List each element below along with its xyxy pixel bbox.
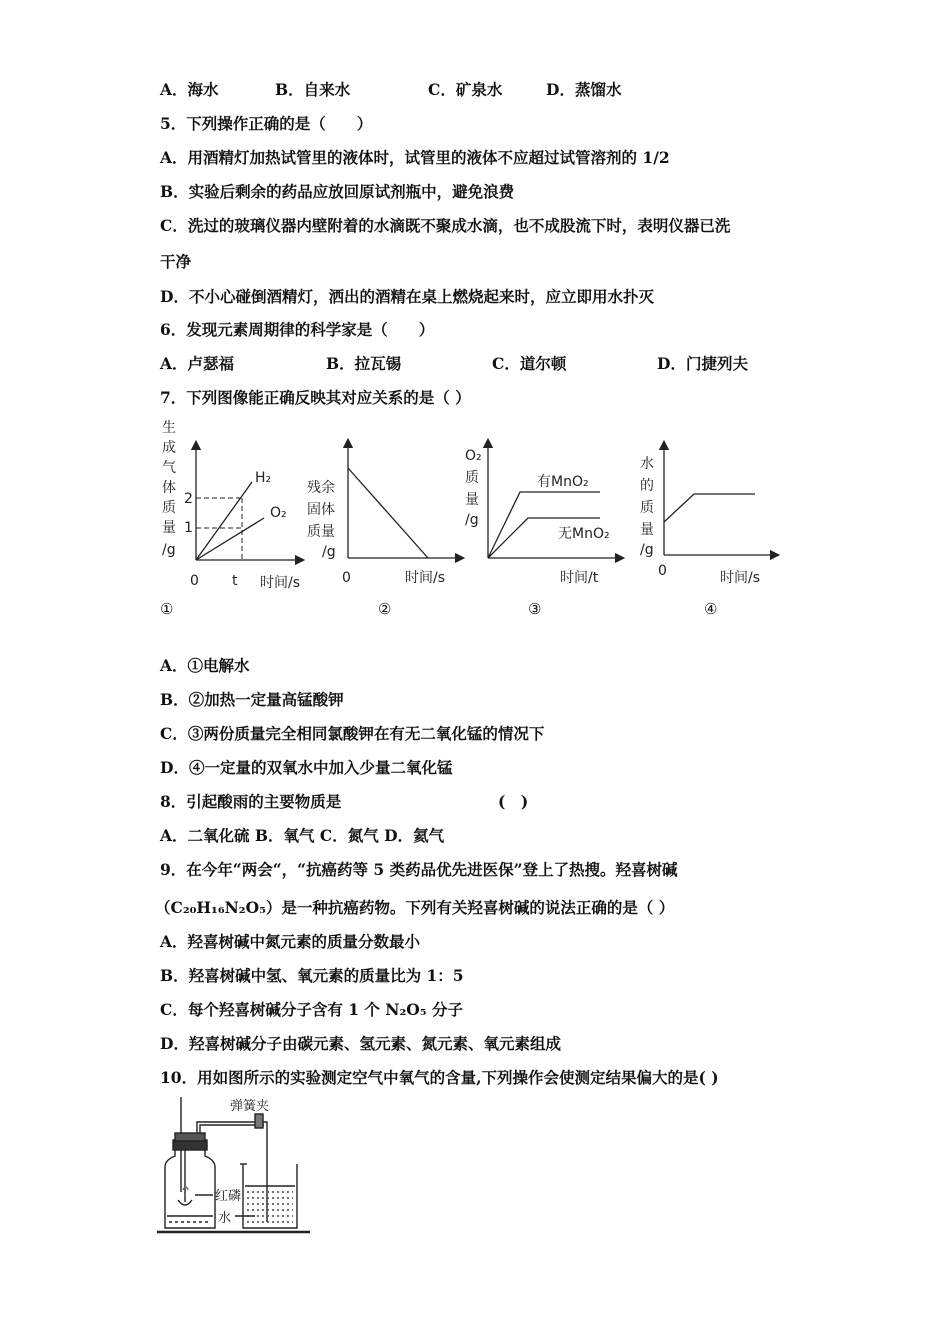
graph2-ylabel-2: 质量 — [307, 524, 335, 540]
graph3-ylabel-2: 量 — [465, 492, 479, 508]
q9-option-d: D．羟喜树碱分子由碳元素、氢元素、氮元素、氧元素组成 — [160, 1034, 561, 1053]
q7-graphs — [0, 410, 950, 620]
graph1-caption: ① — [160, 600, 174, 618]
graph1-tick-1: 1 — [184, 520, 193, 536]
q6-option-b: B．拉瓦锡 — [326, 354, 402, 373]
graph3-xlabel: 时间/t — [560, 570, 599, 586]
graph2-origin: 0 — [342, 570, 351, 586]
graph2-xlabel: 时间/s — [405, 570, 446, 586]
graph1-tick-2: 2 — [184, 491, 193, 507]
q9-option-b: B．羟喜树碱中氢、氧元素的质量比为 1：5 — [160, 966, 464, 985]
q9-stem-2-text: 是一种抗癌药物。下列有关羟喜树碱的说法正确的是（ ） — [281, 898, 675, 917]
graph1-label-o2: O₂ — [270, 505, 287, 521]
graph2-ylabel-0: 残余 — [307, 480, 335, 496]
q10-label-clip: 弹簧夹 — [230, 1099, 270, 1114]
q10-label-water: 水 — [218, 1211, 232, 1226]
graph3-label-without: 无MnO₂ — [558, 526, 610, 542]
graph2-ylabel-3: /g — [322, 544, 336, 560]
q9-formula: （C₂₀H₁₆N₂O₅） — [155, 898, 282, 917]
graph1-ylabel-6: /g — [162, 542, 176, 558]
q8-stem: 8．引起酸雨的主要物质是 — [160, 792, 342, 811]
q9-stem-2 — [155, 896, 674, 918]
q5-option-a: A．用酒精灯加热试管里的液体时，试管里的液体不应超过试管溶剂的 1/2 — [160, 148, 670, 167]
q4-option-b: B．自来水 — [275, 80, 351, 99]
q7-stem: 7．下列图像能正确反映其对应关系的是（ ） — [160, 388, 471, 407]
graph1-ylabel-4: 质 — [162, 500, 176, 516]
graph4-ylabel-3: 量 — [640, 522, 654, 538]
graph1-ylabel-5: 量 — [162, 520, 176, 536]
graph1-tick-t: t — [232, 573, 238, 589]
q4-option-d: D．蒸馏水 — [546, 80, 622, 99]
q7-option-d: D．④一定量的双氧水中加入少量二氧化锰 — [160, 758, 453, 777]
q7-option-c: C．③两份质量完全相同氯酸钾在有无二氧化锰的情况下 — [160, 724, 545, 743]
graph3-ylabel-3: /g — [465, 512, 479, 528]
graph4-origin: 0 — [658, 563, 667, 579]
q10-label-phosphorus: 红磷 — [215, 1189, 242, 1204]
q4-option-a: A．海水 — [160, 80, 219, 99]
graph1-ylabel-2: 气 — [162, 460, 176, 476]
q6-option-d: D．门捷列夫 — [657, 354, 748, 373]
graph1-ylabel-0: 生 — [162, 420, 176, 436]
graph4-ylabel-2: 质 — [640, 500, 654, 516]
graph4-xlabel: 时间/s — [720, 570, 761, 586]
graph1-label-h2: H₂ — [255, 470, 272, 486]
q10-stem: 10．用如图所示的实验测定空气中氧气的含量,下列操作会使测定结果偏大的是( ) — [160, 1068, 719, 1087]
graph3-ylabel-1: 质 — [465, 470, 479, 486]
q9-option-a: A．羟喜树碱中氮元素的质量分数最小 — [160, 932, 421, 951]
graph1-ylabel-3: 体 — [162, 480, 176, 496]
graph3-caption: ③ — [528, 600, 542, 618]
graph1-origin: 0 — [190, 573, 199, 589]
q6-option-c: C．道尔顿 — [492, 354, 567, 373]
graph2 — [307, 443, 460, 586]
graph4-ylabel-4: /g — [640, 542, 654, 558]
graph3-ylabel-0: O₂ — [465, 448, 482, 464]
q7-option-a: A．①电解水 — [160, 656, 250, 675]
graph4 — [640, 445, 775, 586]
graph3-label-with: 有MnO₂ — [537, 474, 589, 490]
q5-option-b: B．实验后剩余的药品应放回原试剂瓶中，避免浪费 — [160, 182, 515, 201]
q5-option-c: C．洗过的玻璃仪器内壁附着的水滴既不聚成水滴，也不成股流下时，表明仪器已洗 — [160, 216, 731, 235]
q6-option-a: A．卢瑟福 — [160, 354, 235, 373]
q10-apparatus — [155, 1092, 355, 1242]
graph2-caption: ② — [378, 600, 392, 618]
graph2-ylabel-1: 固体 — [307, 502, 335, 518]
q9-stem-1: 9．在今年“两会“，“抗癌药等 5 类药品优先进医保”登上了热搜。羟喜树碱 — [160, 860, 678, 879]
q9-option-c: C．每个羟喜树碱分子含有 1 个 N₂O₅ 分子 — [160, 1000, 463, 1019]
graph4-caption: ④ — [704, 600, 718, 618]
q5-option-d: D．不小心碰倒酒精灯，洒出的酒精在桌上燃烧起来时，应立即用水扑灭 — [160, 287, 654, 306]
graph4-ylabel-1: 的 — [640, 478, 654, 494]
q8-paren: ( ) — [498, 792, 529, 811]
q7-option-b: B．②加热一定量高锰酸钾 — [160, 690, 344, 709]
q4-option-c: C．矿泉水 — [428, 80, 503, 99]
graph1-xlabel: 时间/s — [260, 575, 301, 591]
graph4-ylabel-0: 水 — [640, 456, 654, 472]
q6-stem: 6．发现元素周期律的科学家是（ ） — [160, 320, 435, 339]
q5-option-c-cont: 干净 — [160, 252, 192, 271]
q5-stem: 5．下列操作正确的是（ ） — [160, 114, 373, 133]
graph3 — [465, 443, 620, 586]
graph1-ylabel-1: 成 — [162, 440, 176, 456]
graph1 — [162, 419, 300, 591]
q8-options: A．二氧化硫 B．氧气 C．氮气 D．氦气 — [160, 826, 445, 845]
